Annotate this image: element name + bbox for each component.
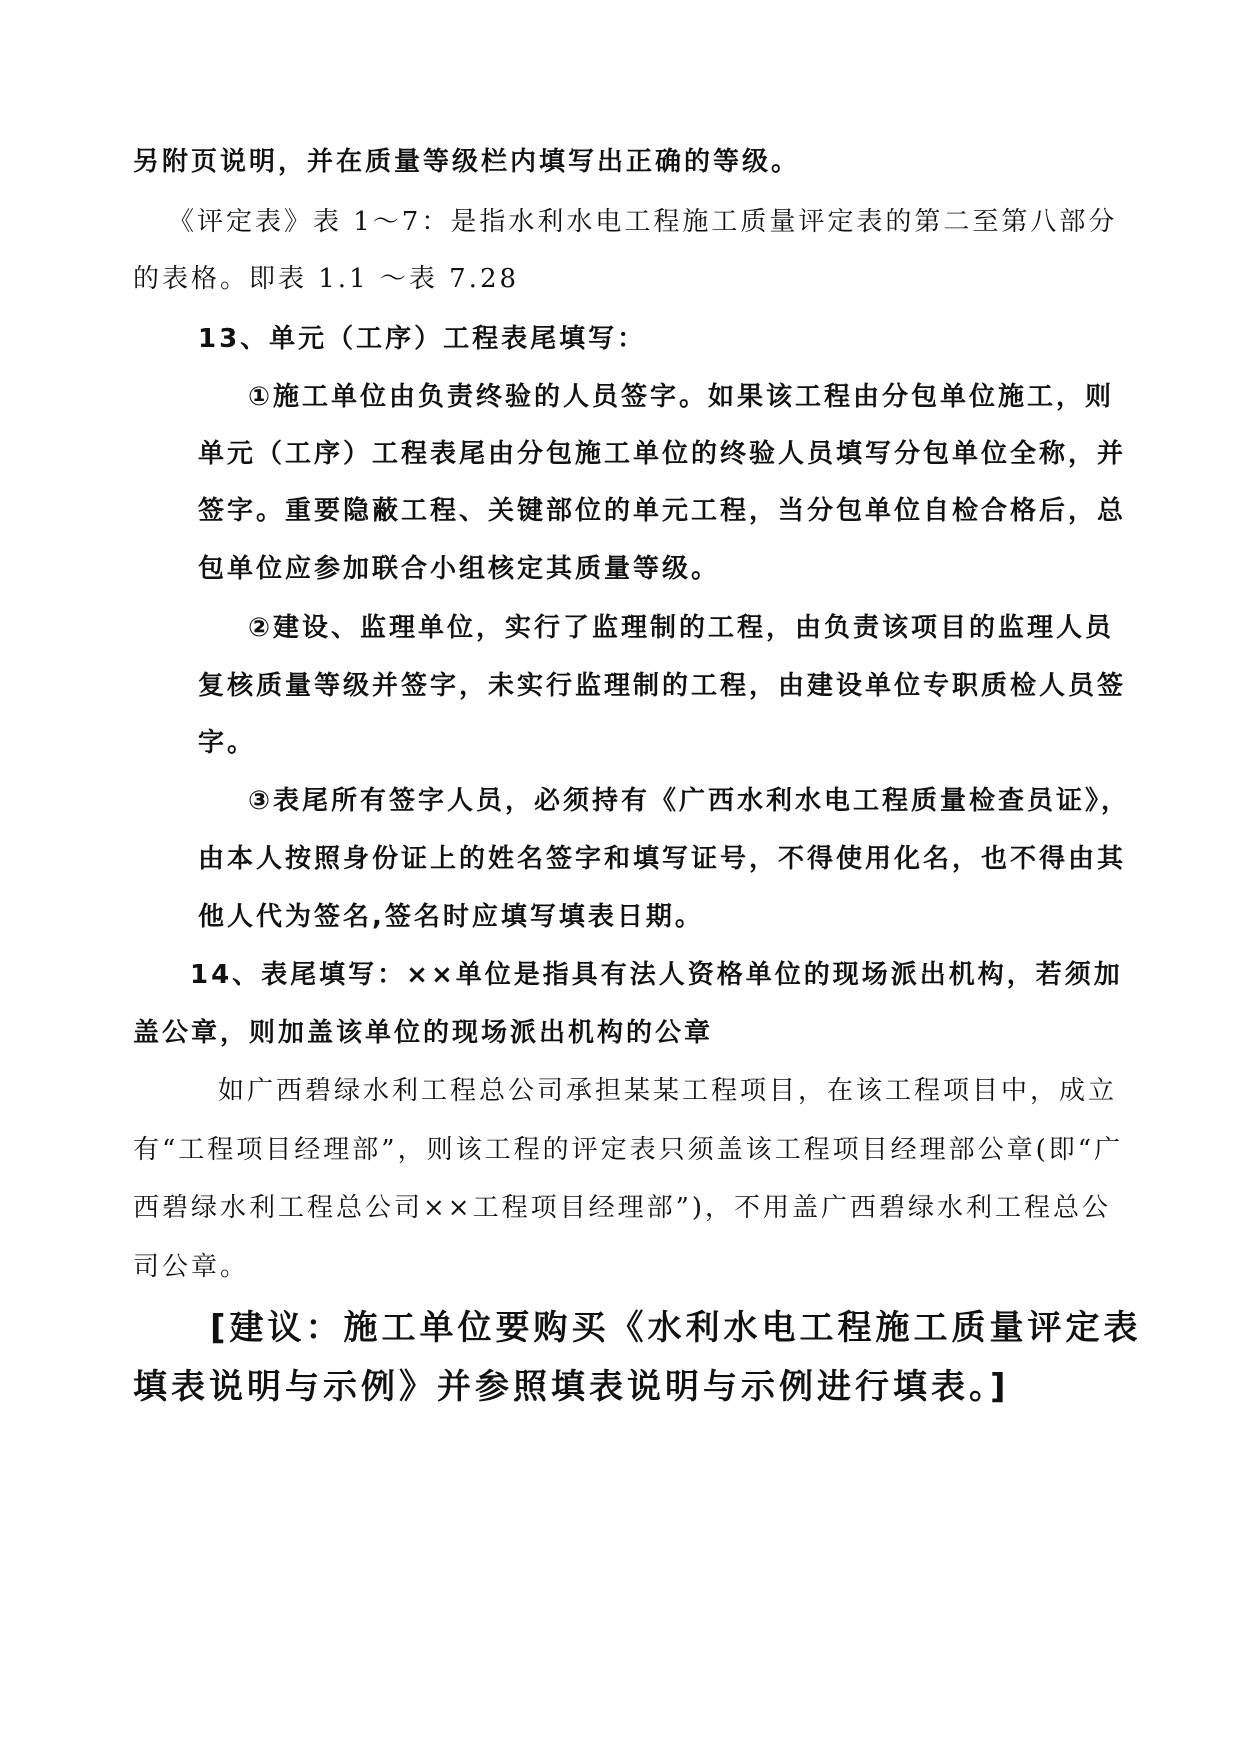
paragraph-line: 字。 [198,728,257,758]
paragraph-line: 他人代为签名,签名时应填写填表日期。 [198,902,704,932]
paragraph-line: 包单位应参加联合小组核定其质量等级。 [198,554,721,584]
paragraph-line: 的表格。即表 1.1 ～表 7.28 [133,264,520,294]
paragraph-line: 如广西碧绿水利工程总公司承担某某工程项目，在该工程项目中，成立 [218,1076,1118,1106]
paragraph-line: 西碧绿水利工程总公司××工程项目经理部”)，不用盖广西碧绿水利工程总公 [133,1193,1112,1223]
paragraph-line: ①施工单位由负责终验的人员签字。如果该工程由分包单位施工，则 [248,382,1115,412]
paragraph-line: 单元（工序）工程表尾由分包施工单位的终验人员填写分包单位全称，并 [198,439,1127,469]
paragraph-line: 复核质量等级并签字，未实行监理制的工程，由建设单位专职质检人员签 [198,671,1127,701]
paragraph-line: 司公章。 [133,1252,250,1282]
paragraph-line: 由本人按照身份证上的姓名签字和填写证号，不得使用化名，也不得由其 [198,844,1127,874]
section-heading-13: 13、单元（工序）工程表尾填写： [198,324,647,354]
section-heading-14: 14、表尾填写：××单位是指具有法人资格单位的现场派出机构，若须加 [190,960,1123,990]
paragraph-line: ②建设、监理单位，实行了监理制的工程，由负责该项目的监理人员 [248,613,1115,643]
paragraph-line: 另附页说明，并在质量等级栏内填写出正确的等级。 [133,147,801,177]
suggestion-line: 填表说明与示例》并参照填表说明与示例进行填表。] [133,1367,1010,1407]
paragraph-line: 《评定表》表 1～7：是指水利水电工程施工质量评定表的第二至第八部分 [168,207,1118,237]
suggestion-line: [建议：施工单位要购买《水利水电工程施工质量评定表 [210,1308,1142,1348]
paragraph-line: ③表尾所有签字人员，必须持有《广西水利水电工程质量检查员证》， [248,786,1131,816]
paragraph-line: 签字。重要隐蔽工程、关键部位的单元工程，当分包单位自检合格后，总 [198,496,1127,526]
paragraph-line: 盖公章，则加盖该单位的现场派出机构的公章 [133,1018,714,1048]
paragraph-line: 有“工程项目经理部”，则该工程的评定表只须盖该工程项目经理部公章(即“广 [133,1135,1124,1165]
